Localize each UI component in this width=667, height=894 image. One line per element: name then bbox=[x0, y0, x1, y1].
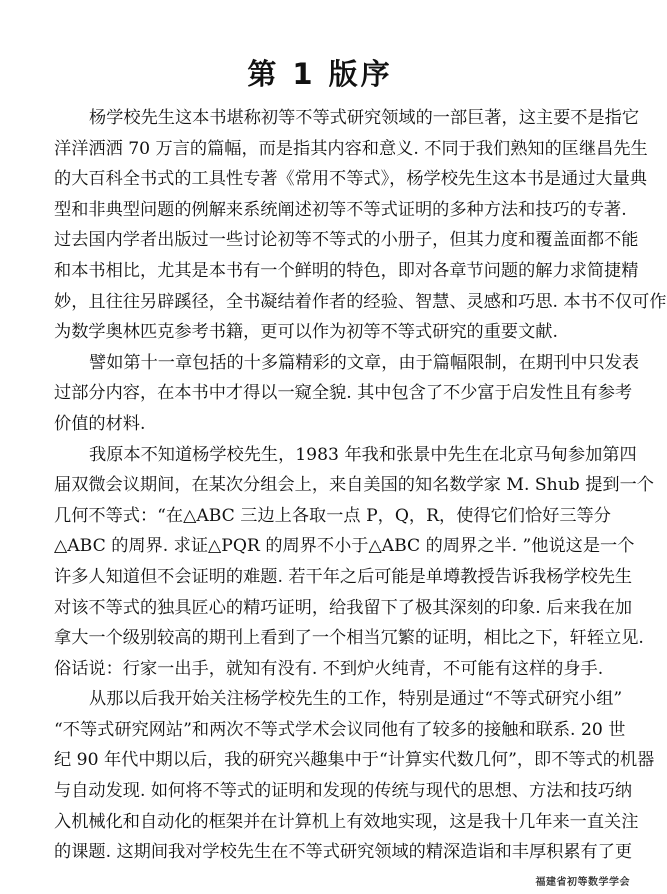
text-line: 几何不等式：“在△ABC 三边上各取一点 P，Q，R，使得它们恰好三等分 bbox=[54, 505, 611, 526]
text-line: 妙，且往往另辟蹊径，全书凝结着作者的经验、智慧、灵感和巧思. 本书不仅可作 bbox=[54, 291, 667, 312]
paragraph bbox=[54, 440, 654, 685]
text-line: 杨学校先生这本书堪称初等不等式研究领域的一部巨著，这主要不是指它 bbox=[89, 108, 640, 128]
text-line: 过去国内学者出版过一些讨论初等不等式的小册子，但其力度和覆盖面都不能 bbox=[54, 230, 639, 251]
text-line: 我原本不知道杨学校先生，1983 年我和张景中先生在北京马甸参加第四 bbox=[89, 444, 637, 465]
text-line: 型和非典型问题的例解来系统阐述初等不等式证明的多种方法和技巧的专著. bbox=[54, 199, 627, 220]
text-line: 价值的材料. bbox=[54, 413, 146, 434]
text-line: 与自动发现. 如何将不等式的证明和发现的传统与现代的思想、方法和技巧纳 bbox=[54, 781, 633, 802]
text-line: 俗话说：行家一出手，就知有没有. 不到炉火纯青，不可能有这样的身手. bbox=[54, 658, 604, 679]
text-line: 拿大一个级别较高的期刊上看到了一个相当冗繁的证明，相比之下，轩轾立见. bbox=[54, 628, 644, 649]
text-line: 许多人知道但不会证明的难题. 若干年之后可能是单墫教授告诉我杨学校先生 bbox=[54, 566, 633, 587]
text-line: 对该不等式的独具匠心的精巧证明，给我留下了极其深刻的印象. 后来我在加 bbox=[54, 597, 633, 618]
paragraph bbox=[54, 684, 655, 868]
paragraph bbox=[54, 103, 667, 348]
text-line: △ABC 的周界. 求证△PQR 的周界不小于△ABC 的周界之半. ”他说这是一个 bbox=[54, 536, 635, 557]
text-line: 的课题. 这期间我对学校先生在不等式研究领域的精深造诣和丰厚积累有了更 bbox=[54, 842, 633, 863]
text-line: “不等式研究网站”和两次不等式学术会议同他有了较多的接触和联系. 20 世 bbox=[54, 719, 626, 740]
text-line: 届双微会议期间，在某次分组会上，来自美国的知名数学家 M. Shub 提到一个 bbox=[54, 475, 654, 496]
text-line: 譬如第十一章包括的十多篇精彩的文章，由于篇幅限制，在期刊中只发表 bbox=[89, 352, 640, 373]
text-line: 过部分内容，在本书中才得以一窥全貌. 其中包含了不少富于启发性且有参考 bbox=[54, 383, 633, 404]
body-text bbox=[54, 103, 667, 868]
text-line: 从那以后我开始关注杨学校先生的工作，特别是通过“不等式研究小组” bbox=[89, 689, 623, 710]
text-line: 入机械化和自动化的框架并在计算机上有效地实现，这是我十几年来一直关注 bbox=[54, 811, 639, 832]
text-line: 洋洋洒洒 70 万言的篇幅，而是指其内容和意义. 不同于我们熟知的匡继昌先生 bbox=[54, 138, 648, 159]
text-line: 的大百科全书式的工具性专著《常用不等式》，杨学校先生这本书是通过大量典 bbox=[54, 169, 647, 190]
text-line: 和本书相比，尤其是本书有一个鲜明的特色，即对各章节问题的解力求简捷精 bbox=[54, 260, 639, 281]
page-title: 第 1 版序 bbox=[247, 57, 393, 91]
paragraph bbox=[54, 348, 640, 440]
text-line: 为数学奥林匹克参考书籍，更可以作为初等不等式研究的重要文献. bbox=[54, 322, 558, 343]
watermark: 福建省初等数学学会 bbox=[535, 877, 630, 888]
text-line: 纪 90 年代中期以后，我的研究兴趣集中于“计算实代数几何”，即不等式的机器 bbox=[54, 750, 655, 771]
